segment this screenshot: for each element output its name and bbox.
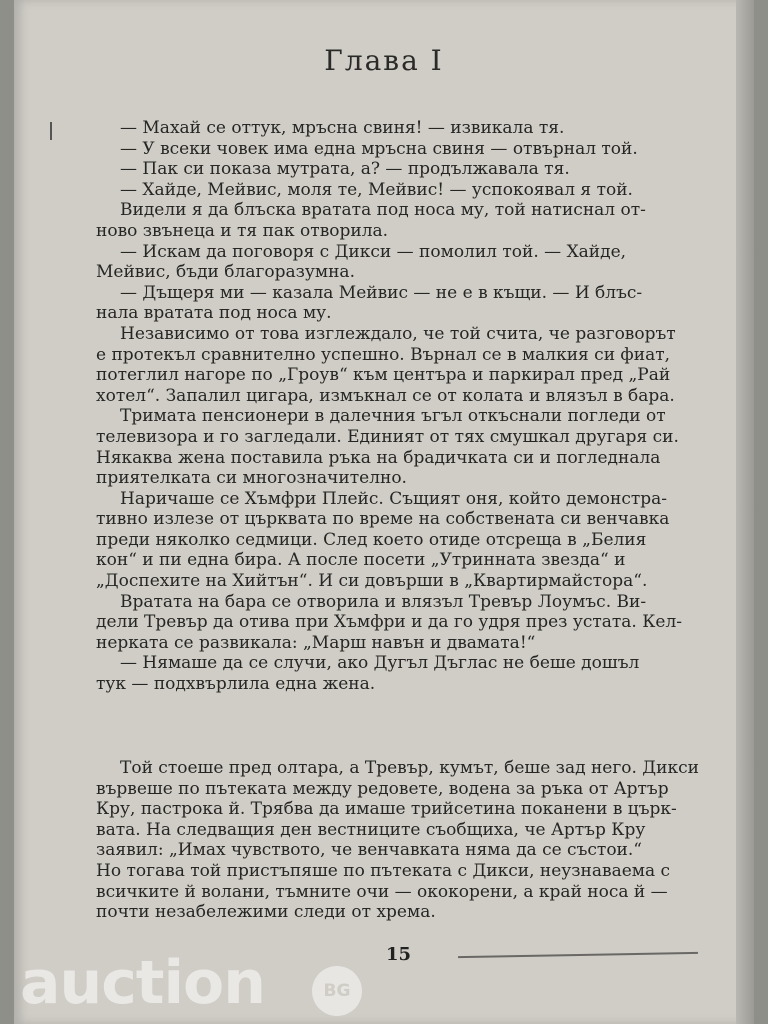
text-line: тивно излезе от църквата по време на собствената си венчавка — [96, 509, 670, 530]
text-line: вата. На следващия ден вестниците съобщиха, че Артър Кру — [96, 819, 646, 840]
text-line: Тримата пенсионери в далечния ъгъл откъснали погледи от — [120, 406, 666, 427]
text-line: Кру, пастрока й. Трябва да имаше трийсетина поканени в църк- — [96, 799, 677, 820]
text-line: „Доспехите на Хийтън“. И си довърши в „Квартирмайстора“. — [96, 571, 648, 592]
page-number: 15 — [386, 944, 412, 965]
text-line: Но тогава той пристъпяше по пътеката с Дикси, неузнаваема с — [96, 860, 671, 881]
text-line: кон“ и пи една бира. А после посети „Утринната звезда“ и — [96, 550, 626, 571]
text-line: почти незабележими следи от хрема. — [96, 902, 436, 923]
text-line: телевизора и го загледали. Единият от тях смушкал другаря си. — [96, 426, 679, 447]
text-line: — Искам да поговоря с Дикси — помолил той. — Хайде, — [120, 241, 627, 262]
text-line: — У всеки човек има една мръсна свиня — отвърнал той. — [120, 138, 638, 159]
text-line: заявил: „Имах чувството, че венчавката няма да се състои.“ — [96, 840, 642, 861]
text-line: хотел“. Запалил цигара, измъкнал се от колата и влязъл в бара. — [96, 385, 675, 406]
text-line: Той стоеше пред олтара, а Тревър, кумът, беше зад него. Дикси — [120, 758, 699, 778]
text-line: — Нямаше да се случи, ако Дугъл Дъглас не беше дошъл — [120, 653, 640, 674]
margin-pencil-mark — [50, 122, 52, 140]
chapter-title: Глава I — [324, 44, 444, 77]
text-line: приятелката си многозначително. — [96, 468, 407, 489]
text-line: Наричаше се Хъмфри Плейс. Същият оня, който демонстра- — [120, 488, 668, 509]
text-line: вървеше по пътеката между редовете, водена за ръка от Артър — [96, 778, 669, 799]
text-line: дели Тревър да отива при Хъмфри и да го удря през устата. Кел- — [96, 612, 683, 633]
text-line: ново звънеца и тя пак отворила. — [96, 220, 389, 241]
text-line: Мейвис, бъди благоразумна. — [96, 262, 355, 283]
text-line: Вратата на бара се отворила и влязъл Тревър Лоумъс. Ви- — [120, 591, 647, 612]
text-line: — Махай се оттук, мръсна свиня! — извикала тя. — [120, 118, 565, 138]
text-block-1 — [96, 118, 708, 695]
text-line: — Пак си показа мутрата, а? — продължавала тя. — [120, 159, 570, 180]
text-block-2 — [96, 758, 708, 923]
text-line: Някаква жена поставила ръка на брадичката си и погледнала — [96, 447, 661, 468]
text-line: — Дъщеря ми — казала Мейвис — не е в къщи. — И блъс- — [120, 282, 643, 303]
text-line: Видели я да блъска вратата под носа му, той натиснал от- — [120, 200, 646, 221]
watermark-logo: auction — [20, 948, 265, 1018]
text-line: — Хайде, Мейвис, моля те, Мейвис! — успокоявал я той. — [120, 179, 633, 200]
text-line: нерката се развикала: „Марш навън и двамата!“ — [96, 632, 536, 653]
text-line: потеглил нагоре по „Гроув“ към центъра и паркирал пред „Рай — [96, 365, 671, 386]
text-line: всичките й волани, тъмните очи — ококорени, а край носа й — — [96, 881, 668, 902]
watermark-badge: BG — [312, 966, 362, 1016]
text-line: Независимо от това изглеждало, че той счита, че разговорът — [120, 323, 676, 344]
page-edge — [736, 0, 754, 1024]
text-line: нала вратата под носа му. — [96, 303, 332, 324]
text-line: тук — подхвърлила една жена. — [96, 674, 376, 695]
text-line: преди няколко седмици. След което отиде отсреща в „Белия — [96, 529, 647, 550]
text-line: е протекъл сравнително успешно. Върнал се в малкия си фиат, — [96, 344, 671, 365]
